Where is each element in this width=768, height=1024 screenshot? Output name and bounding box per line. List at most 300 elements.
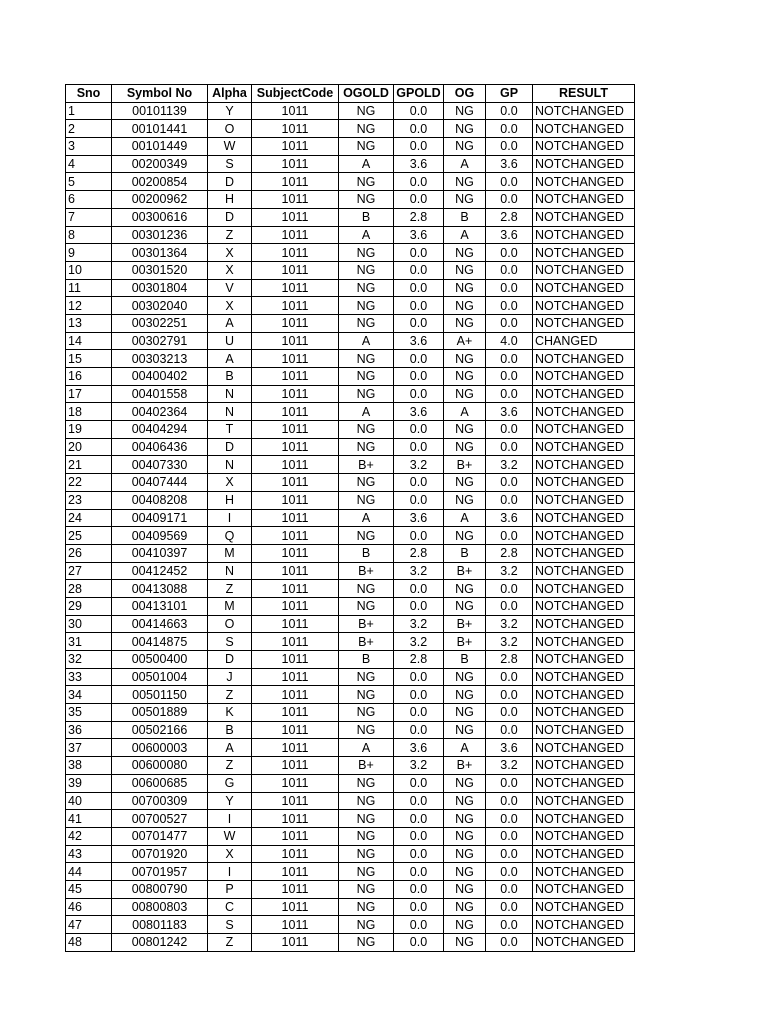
cell-og: A	[444, 509, 486, 527]
cell-alpha: Z	[208, 934, 252, 952]
cell-sno: 46	[66, 898, 112, 916]
cell-alpha: K	[208, 704, 252, 722]
header-og: OG	[444, 85, 486, 103]
cell-alpha: T	[208, 421, 252, 439]
cell-gpold: 0.0	[394, 244, 444, 262]
cell-subject-code: 1011	[252, 120, 339, 138]
cell-og: NG	[444, 191, 486, 209]
cell-og: B+	[444, 757, 486, 775]
cell-subject-code: 1011	[252, 279, 339, 297]
cell-result: NOTCHANGED	[533, 350, 635, 368]
cell-gpold: 3.2	[394, 615, 444, 633]
table-row	[66, 651, 635, 669]
cell-subject-code: 1011	[252, 368, 339, 386]
table-row	[66, 120, 635, 138]
table-row	[66, 810, 635, 828]
cell-result: NOTCHANGED	[533, 774, 635, 792]
cell-symbol-no: 00407444	[112, 474, 208, 492]
header-sno: Sno	[66, 85, 112, 103]
cell-sno: 35	[66, 704, 112, 722]
cell-gp: 0.0	[486, 934, 533, 952]
cell-og: NG	[444, 385, 486, 403]
cell-sno: 38	[66, 757, 112, 775]
cell-gp: 0.0	[486, 668, 533, 686]
cell-og: B+	[444, 562, 486, 580]
cell-subject-code: 1011	[252, 155, 339, 173]
cell-alpha: I	[208, 810, 252, 828]
cell-alpha: D	[208, 651, 252, 669]
cell-ogold: A	[339, 155, 394, 173]
table-row	[66, 350, 635, 368]
cell-gpold: 0.0	[394, 686, 444, 704]
cell-sno: 6	[66, 191, 112, 209]
cell-ogold: A	[339, 226, 394, 244]
cell-subject-code: 1011	[252, 916, 339, 934]
cell-sno: 1	[66, 102, 112, 120]
cell-sno: 27	[66, 562, 112, 580]
header-gp: GP	[486, 85, 533, 103]
cell-result: NOTCHANGED	[533, 385, 635, 403]
cell-result: NOTCHANGED	[533, 633, 635, 651]
cell-gpold: 0.0	[394, 350, 444, 368]
cell-symbol-no: 00501889	[112, 704, 208, 722]
cell-og: NG	[444, 827, 486, 845]
cell-symbol-no: 00413088	[112, 580, 208, 598]
cell-sno: 14	[66, 332, 112, 350]
cell-sno: 12	[66, 297, 112, 315]
cell-gpold: 0.0	[394, 668, 444, 686]
cell-gp: 0.0	[486, 863, 533, 881]
cell-gp: 0.0	[486, 244, 533, 262]
cell-symbol-no: 00501150	[112, 686, 208, 704]
cell-ogold: NG	[339, 827, 394, 845]
cell-alpha: S	[208, 633, 252, 651]
cell-result: NOTCHANGED	[533, 527, 635, 545]
cell-gpold: 0.0	[394, 297, 444, 315]
cell-result: NOTCHANGED	[533, 704, 635, 722]
cell-subject-code: 1011	[252, 792, 339, 810]
cell-gp: 0.0	[486, 314, 533, 332]
cell-result: NOTCHANGED	[533, 438, 635, 456]
cell-symbol-no: 00600080	[112, 757, 208, 775]
cell-og: NG	[444, 421, 486, 439]
cell-ogold: NG	[339, 102, 394, 120]
cell-sno: 17	[66, 385, 112, 403]
table-row	[66, 173, 635, 191]
cell-subject-code: 1011	[252, 314, 339, 332]
cell-subject-code: 1011	[252, 438, 339, 456]
cell-gp: 3.6	[486, 155, 533, 173]
cell-ogold: NG	[339, 120, 394, 138]
cell-result: NOTCHANGED	[533, 191, 635, 209]
cell-alpha: D	[208, 438, 252, 456]
cell-gp: 0.0	[486, 385, 533, 403]
cell-result: NOTCHANGED	[533, 138, 635, 156]
cell-gp: 0.0	[486, 527, 533, 545]
cell-og: NG	[444, 880, 486, 898]
cell-sno: 37	[66, 739, 112, 757]
cell-gp: 0.0	[486, 580, 533, 598]
cell-ogold: NG	[339, 580, 394, 598]
cell-ogold: A	[339, 509, 394, 527]
cell-sno: 43	[66, 845, 112, 863]
table-row	[66, 668, 635, 686]
cell-ogold: NG	[339, 314, 394, 332]
cell-result: NOTCHANGED	[533, 562, 635, 580]
cell-sno: 47	[66, 916, 112, 934]
cell-sno: 5	[66, 173, 112, 191]
cell-og: NG	[444, 138, 486, 156]
header-ogold: OGOLD	[339, 85, 394, 103]
cell-ogold: NG	[339, 191, 394, 209]
cell-symbol-no: 00413101	[112, 597, 208, 615]
cell-ogold: A	[339, 739, 394, 757]
cell-gpold: 0.0	[394, 934, 444, 952]
cell-symbol-no: 00701920	[112, 845, 208, 863]
cell-gpold: 0.0	[394, 102, 444, 120]
cell-symbol-no: 00801183	[112, 916, 208, 934]
cell-result: NOTCHANGED	[533, 880, 635, 898]
cell-symbol-no: 00200349	[112, 155, 208, 173]
cell-gp: 3.2	[486, 633, 533, 651]
cell-gpold: 0.0	[394, 527, 444, 545]
cell-result: NOTCHANGED	[533, 668, 635, 686]
cell-gp: 0.0	[486, 597, 533, 615]
cell-alpha: A	[208, 350, 252, 368]
cell-ogold: B+	[339, 615, 394, 633]
cell-result: CHANGED	[533, 332, 635, 350]
cell-result: NOTCHANGED	[533, 934, 635, 952]
cell-gpold: 0.0	[394, 120, 444, 138]
cell-gpold: 2.8	[394, 651, 444, 669]
cell-alpha: Z	[208, 757, 252, 775]
table-row	[66, 792, 635, 810]
cell-sno: 4	[66, 155, 112, 173]
cell-subject-code: 1011	[252, 474, 339, 492]
cell-result: NOTCHANGED	[533, 208, 635, 226]
cell-ogold: B	[339, 208, 394, 226]
cell-subject-code: 1011	[252, 332, 339, 350]
cell-alpha: N	[208, 385, 252, 403]
cell-subject-code: 1011	[252, 350, 339, 368]
cell-gp: 0.0	[486, 350, 533, 368]
cell-symbol-no: 00302791	[112, 332, 208, 350]
cell-gpold: 3.2	[394, 757, 444, 775]
cell-gpold: 0.0	[394, 792, 444, 810]
cell-gp: 0.0	[486, 138, 533, 156]
cell-subject-code: 1011	[252, 863, 339, 881]
cell-sno: 25	[66, 527, 112, 545]
cell-ogold: NG	[339, 138, 394, 156]
cell-ogold: B+	[339, 757, 394, 775]
cell-gp: 3.6	[486, 226, 533, 244]
cell-gpold: 2.8	[394, 208, 444, 226]
cell-subject-code: 1011	[252, 898, 339, 916]
cell-ogold: NG	[339, 350, 394, 368]
cell-result: NOTCHANGED	[533, 898, 635, 916]
cell-subject-code: 1011	[252, 934, 339, 952]
cell-sno: 45	[66, 880, 112, 898]
cell-gp: 0.0	[486, 279, 533, 297]
cell-ogold: B+	[339, 456, 394, 474]
cell-alpha: H	[208, 491, 252, 509]
header-symbol-no: Symbol No	[112, 85, 208, 103]
cell-ogold: NG	[339, 279, 394, 297]
cell-gpold: 3.2	[394, 633, 444, 651]
cell-sno: 19	[66, 421, 112, 439]
cell-gp: 0.0	[486, 491, 533, 509]
table-row	[66, 562, 635, 580]
cell-gp: 3.2	[486, 456, 533, 474]
cell-ogold: B+	[339, 562, 394, 580]
cell-gpold: 0.0	[394, 368, 444, 386]
cell-alpha: U	[208, 332, 252, 350]
cell-subject-code: 1011	[252, 456, 339, 474]
table-row	[66, 704, 635, 722]
cell-subject-code: 1011	[252, 721, 339, 739]
cell-symbol-no: 00410397	[112, 544, 208, 562]
cell-symbol-no: 00414663	[112, 615, 208, 633]
cell-alpha: N	[208, 562, 252, 580]
cell-symbol-no: 00800790	[112, 880, 208, 898]
results-table	[65, 84, 635, 952]
table-row	[66, 721, 635, 739]
cell-result: NOTCHANGED	[533, 403, 635, 421]
cell-ogold: NG	[339, 438, 394, 456]
table-row	[66, 491, 635, 509]
cell-subject-code: 1011	[252, 544, 339, 562]
cell-symbol-no: 00600685	[112, 774, 208, 792]
cell-alpha: O	[208, 615, 252, 633]
cell-og: NG	[444, 721, 486, 739]
cell-gpold: 0.0	[394, 138, 444, 156]
cell-og: A	[444, 739, 486, 757]
table-row	[66, 880, 635, 898]
cell-gpold: 3.6	[394, 739, 444, 757]
cell-symbol-no: 00408208	[112, 491, 208, 509]
cell-og: NG	[444, 474, 486, 492]
cell-gp: 0.0	[486, 792, 533, 810]
table-row	[66, 739, 635, 757]
table-row	[66, 261, 635, 279]
cell-ogold: NG	[339, 721, 394, 739]
cell-symbol-no: 00301804	[112, 279, 208, 297]
table-row	[66, 686, 635, 704]
cell-result: NOTCHANGED	[533, 863, 635, 881]
cell-symbol-no: 00301364	[112, 244, 208, 262]
table-row	[66, 279, 635, 297]
cell-gp: 3.6	[486, 403, 533, 421]
cell-subject-code: 1011	[252, 261, 339, 279]
cell-alpha: Z	[208, 226, 252, 244]
table-row	[66, 385, 635, 403]
cell-gpold: 0.0	[394, 279, 444, 297]
table-row	[66, 934, 635, 952]
cell-ogold: NG	[339, 845, 394, 863]
table-row	[66, 102, 635, 120]
cell-symbol-no: 00200854	[112, 173, 208, 191]
table-row	[66, 597, 635, 615]
cell-sno: 22	[66, 474, 112, 492]
cell-gp: 3.2	[486, 562, 533, 580]
cell-symbol-no: 00502166	[112, 721, 208, 739]
cell-gpold: 0.0	[394, 474, 444, 492]
cell-og: B	[444, 544, 486, 562]
cell-result: NOTCHANGED	[533, 456, 635, 474]
cell-subject-code: 1011	[252, 297, 339, 315]
cell-ogold: NG	[339, 421, 394, 439]
cell-og: NG	[444, 934, 486, 952]
cell-symbol-no: 00303213	[112, 350, 208, 368]
cell-gp: 0.0	[486, 827, 533, 845]
cell-alpha: A	[208, 739, 252, 757]
cell-alpha: W	[208, 827, 252, 845]
cell-alpha: N	[208, 456, 252, 474]
cell-alpha: N	[208, 403, 252, 421]
cell-symbol-no: 00101139	[112, 102, 208, 120]
cell-og: NG	[444, 279, 486, 297]
cell-sno: 26	[66, 544, 112, 562]
cell-result: NOTCHANGED	[533, 474, 635, 492]
cell-ogold: NG	[339, 916, 394, 934]
cell-result: NOTCHANGED	[533, 102, 635, 120]
cell-gpold: 0.0	[394, 597, 444, 615]
cell-ogold: NG	[339, 668, 394, 686]
table-row	[66, 368, 635, 386]
cell-symbol-no: 00302251	[112, 314, 208, 332]
cell-og: NG	[444, 438, 486, 456]
cell-alpha: I	[208, 863, 252, 881]
cell-symbol-no: 00101441	[112, 120, 208, 138]
cell-symbol-no: 00701957	[112, 863, 208, 881]
cell-alpha: P	[208, 880, 252, 898]
cell-result: NOTCHANGED	[533, 721, 635, 739]
cell-alpha: X	[208, 244, 252, 262]
cell-sno: 10	[66, 261, 112, 279]
cell-subject-code: 1011	[252, 138, 339, 156]
cell-ogold: NG	[339, 474, 394, 492]
cell-result: NOTCHANGED	[533, 597, 635, 615]
cell-gp: 0.0	[486, 880, 533, 898]
cell-og: A	[444, 155, 486, 173]
cell-alpha: C	[208, 898, 252, 916]
cell-sno: 34	[66, 686, 112, 704]
cell-sno: 31	[66, 633, 112, 651]
cell-ogold: NG	[339, 898, 394, 916]
table-row	[66, 403, 635, 421]
cell-og: A	[444, 226, 486, 244]
cell-alpha: A	[208, 314, 252, 332]
cell-alpha: V	[208, 279, 252, 297]
cell-og: NG	[444, 774, 486, 792]
cell-og: NG	[444, 297, 486, 315]
cell-symbol-no: 00407330	[112, 456, 208, 474]
cell-gp: 2.8	[486, 208, 533, 226]
cell-sno: 18	[66, 403, 112, 421]
cell-ogold: NG	[339, 173, 394, 191]
table-body	[66, 102, 635, 951]
cell-gpold: 0.0	[394, 421, 444, 439]
header-subject-code: SubjectCode	[252, 85, 339, 103]
cell-og: B	[444, 651, 486, 669]
cell-ogold: NG	[339, 244, 394, 262]
cell-subject-code: 1011	[252, 421, 339, 439]
cell-gp: 3.2	[486, 757, 533, 775]
cell-symbol-no: 00801242	[112, 934, 208, 952]
header-gpold: GPOLD	[394, 85, 444, 103]
table-row	[66, 421, 635, 439]
cell-sno: 48	[66, 934, 112, 952]
cell-result: NOTCHANGED	[533, 120, 635, 138]
table-row	[66, 544, 635, 562]
cell-subject-code: 1011	[252, 191, 339, 209]
cell-ogold: NG	[339, 792, 394, 810]
cell-gpold: 0.0	[394, 898, 444, 916]
table-row	[66, 774, 635, 792]
cell-result: NOTCHANGED	[533, 845, 635, 863]
cell-result: NOTCHANGED	[533, 173, 635, 191]
cell-alpha: X	[208, 845, 252, 863]
cell-gpold: 0.0	[394, 721, 444, 739]
cell-subject-code: 1011	[252, 827, 339, 845]
cell-symbol-no: 00400402	[112, 368, 208, 386]
cell-ogold: NG	[339, 385, 394, 403]
cell-subject-code: 1011	[252, 810, 339, 828]
cell-gpold: 0.0	[394, 880, 444, 898]
table-row	[66, 191, 635, 209]
cell-sno: 2	[66, 120, 112, 138]
cell-sno: 44	[66, 863, 112, 881]
cell-sno: 15	[66, 350, 112, 368]
cell-symbol-no: 00409569	[112, 527, 208, 545]
cell-subject-code: 1011	[252, 739, 339, 757]
cell-result: NOTCHANGED	[533, 739, 635, 757]
cell-gp: 3.6	[486, 739, 533, 757]
cell-gp: 2.8	[486, 651, 533, 669]
cell-alpha: X	[208, 297, 252, 315]
cell-og: B+	[444, 633, 486, 651]
cell-og: NG	[444, 350, 486, 368]
cell-result: NOTCHANGED	[533, 314, 635, 332]
cell-ogold: NG	[339, 686, 394, 704]
cell-og: NG	[444, 916, 486, 934]
table-row	[66, 509, 635, 527]
table-header	[66, 85, 635, 103]
cell-result: NOTCHANGED	[533, 421, 635, 439]
cell-symbol-no: 00500400	[112, 651, 208, 669]
cell-alpha: X	[208, 474, 252, 492]
cell-subject-code: 1011	[252, 615, 339, 633]
cell-og: B	[444, 208, 486, 226]
cell-result: NOTCHANGED	[533, 651, 635, 669]
cell-alpha: Y	[208, 102, 252, 120]
cell-sno: 33	[66, 668, 112, 686]
cell-symbol-no: 00409171	[112, 509, 208, 527]
cell-sno: 9	[66, 244, 112, 262]
cell-og: B+	[444, 615, 486, 633]
table-row	[66, 863, 635, 881]
cell-ogold: A	[339, 403, 394, 421]
cell-gp: 0.0	[486, 774, 533, 792]
cell-gpold: 3.6	[394, 403, 444, 421]
cell-symbol-no: 00800803	[112, 898, 208, 916]
cell-gpold: 3.2	[394, 562, 444, 580]
table-row	[66, 438, 635, 456]
cell-gp: 3.6	[486, 509, 533, 527]
cell-gp: 0.0	[486, 191, 533, 209]
cell-alpha: D	[208, 208, 252, 226]
cell-result: NOTCHANGED	[533, 491, 635, 509]
